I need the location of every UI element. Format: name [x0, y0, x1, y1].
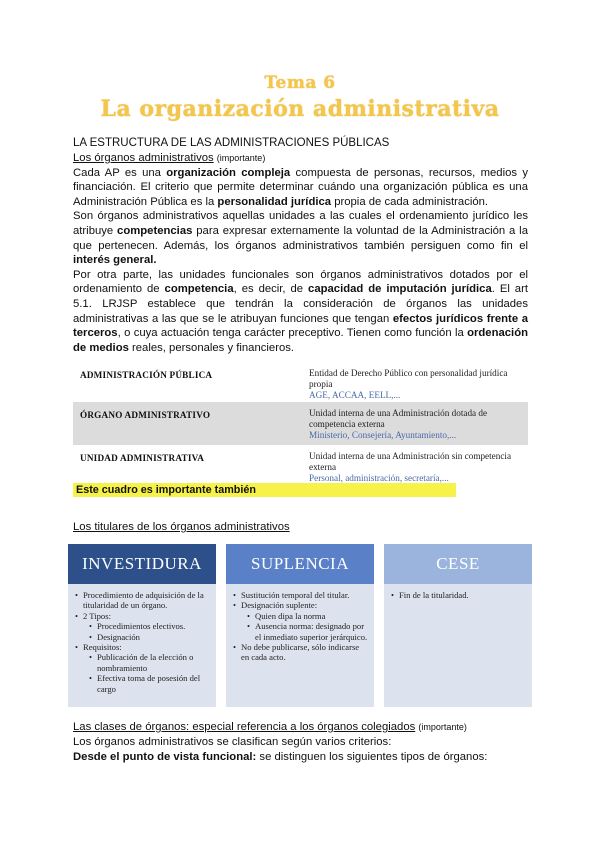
list-item: • Fin de la titularidad.: [399, 590, 527, 600]
box-title: CESE: [384, 544, 532, 584]
section3-line2: [73, 750, 528, 765]
section3-heading: Las clases de órganos: especial referencia a los órganos colegiados: [73, 721, 416, 733]
list-item: • No debe publicarse, sólo indicarse en cada acto.: [241, 642, 369, 663]
row-desc: Unidad interna de una Administración sin competencia externa: [309, 451, 512, 472]
text: , es decir, de: [233, 283, 309, 296]
section1-body: [73, 151, 528, 355]
subheading: [73, 151, 528, 166]
sub-list-item: • Ausencia norma: designado por el inmediato superior jerárquico.: [255, 621, 369, 642]
list-item: • Requisitos: • Publicación de la elección o nombramiento • Efectiva toma de posesión del cargo: [83, 642, 211, 694]
sub-list-item: • Efectiva toma de posesión del cargo: [97, 673, 211, 694]
sub-list: [83, 652, 211, 694]
row-value: [309, 408, 524, 441]
sub-list-item: • Quien dipa la norma: [255, 611, 369, 621]
bold-text: competencias: [117, 224, 193, 237]
row-key: ADMINISTRACIÓN PÚBLICA: [80, 370, 213, 380]
row-desc: Unidad interna de una Administración dotada de competencia externa: [309, 408, 488, 429]
concept-table: [73, 362, 528, 498]
subheading-text: Los órganos administrativos: [73, 152, 214, 164]
box-suplencia: [226, 544, 374, 707]
list-item: • Procedimiento de adquisición de la titularidad de un órgano.: [83, 590, 211, 611]
row-desc: Entidad de Derecho Público con personalidad jurídica propia: [309, 368, 508, 389]
row-key: UNIDAD ADMINISTRATIVA: [80, 453, 205, 463]
text: compuesta de personas, recursos, medios y financiación. El criterio que permite determinar cuándo una organización pública es una Administración Pública es la: [73, 166, 528, 208]
list-item: • Designación suplente: • Quien dipa la norma • Ausencia norma: designado por el inmediato superior jerárquico.: [241, 600, 369, 642]
text: . El art 5.1. LRJSP establece que tendrán la consideración de órganos las unidades administrativas a las que se le atribuyan funciones que tengan: [73, 283, 528, 325]
section3-line1: Los órganos administrativos se clasifican según varios criterios:: [73, 736, 392, 748]
highlight-note: Este cuadro es importante también: [73, 483, 456, 497]
bullet-list: [74, 590, 211, 694]
list-item: • Sustitución temporal del titular.: [241, 590, 369, 600]
sub-list: [241, 611, 369, 642]
box-cese: [384, 544, 532, 707]
table-row: [73, 402, 528, 445]
bold-text: competencia: [164, 283, 234, 296]
box-body: [68, 584, 216, 707]
text: , o cuya actuación tenga carácter preceptivo. Tienen como función la: [117, 327, 468, 340]
text: Por otra parte, las unidades funcionales son órganos administrativos dotados por el ordenamiento de: [73, 268, 528, 296]
table-row: [73, 445, 528, 483]
sub-list-item: • Publicación de la elección o nombramiento: [97, 652, 211, 673]
bold-text: ordenación de medios: [73, 327, 528, 354]
section3: [73, 720, 528, 765]
row-example: Ministerio, Consejería, Ayuntamiento,...: [309, 430, 457, 440]
section3-line2-rest: se distinguen los siguientes tipos de órganos:: [256, 751, 488, 763]
bullet-list: [232, 590, 369, 663]
sub-list: [83, 621, 211, 642]
subheading-note: (importante): [216, 153, 266, 163]
box-investidura: [68, 544, 216, 707]
doc-title-line2: La organización administrativa: [100, 96, 500, 122]
box-body: [226, 584, 374, 707]
row-value: [309, 368, 524, 401]
section-heading: LA ESTRUCTURA DE LAS ADMINISTRACIONES PÚBLICAS: [73, 137, 390, 149]
section2-heading: Los titulares de los órganos administrativos: [73, 521, 290, 533]
sub-list-item: • Procedimientos electivos.: [97, 621, 211, 631]
paragraph-1: [73, 166, 528, 210]
row-example: AGE, ACCAA, EELL,...: [309, 390, 401, 400]
box-body: [384, 584, 532, 707]
list-item: • 2 Tipos: • Procedimientos electivos. • Designación: [83, 611, 211, 642]
bold-text: personalidad jurídica: [217, 195, 332, 208]
bullet-list: [390, 590, 527, 600]
table-row: [73, 362, 528, 402]
bold-text: capacidad de imputación jurídica: [308, 283, 492, 296]
section3-heading-line: [73, 720, 528, 735]
bold-text: organización compleja: [166, 166, 291, 179]
text: para expresar externamente la voluntad de la Administración a la que pertenecen. Además, los órganos administrativos también persiguen como fin el: [73, 224, 528, 252]
text: Son órganos administrativos aquellas unidades a las cuales el ordenamiento jurídico les atribuye: [73, 210, 528, 237]
section3-line2-bold: Desde el punto de vista funcional:: [73, 751, 257, 763]
sub-list-item: • Designación: [97, 632, 211, 642]
box-title: SUPLENCIA: [226, 544, 374, 584]
titulares-diagram: [68, 544, 532, 707]
text: Cada AP es una: [73, 166, 167, 179]
box-title: INVESTIDURA: [68, 544, 216, 584]
doc-title-line1: Tema 6: [264, 73, 336, 93]
row-key: ÓRGANO ADMINISTRATIVO: [80, 410, 211, 420]
bold-text: efectos jurídicos frente a terceros: [73, 312, 528, 340]
row-example: Personal, administración, secretaría,...: [309, 473, 449, 483]
paragraph-3: [73, 268, 528, 356]
row-value: [309, 451, 524, 484]
bold-text: interés general.: [73, 254, 157, 267]
paragraph-2: [73, 209, 528, 267]
text: propia de cada administración.: [331, 195, 489, 208]
section3-heading-note: (importante): [418, 722, 467, 732]
text: reales, personales y financieros.: [128, 341, 295, 354]
